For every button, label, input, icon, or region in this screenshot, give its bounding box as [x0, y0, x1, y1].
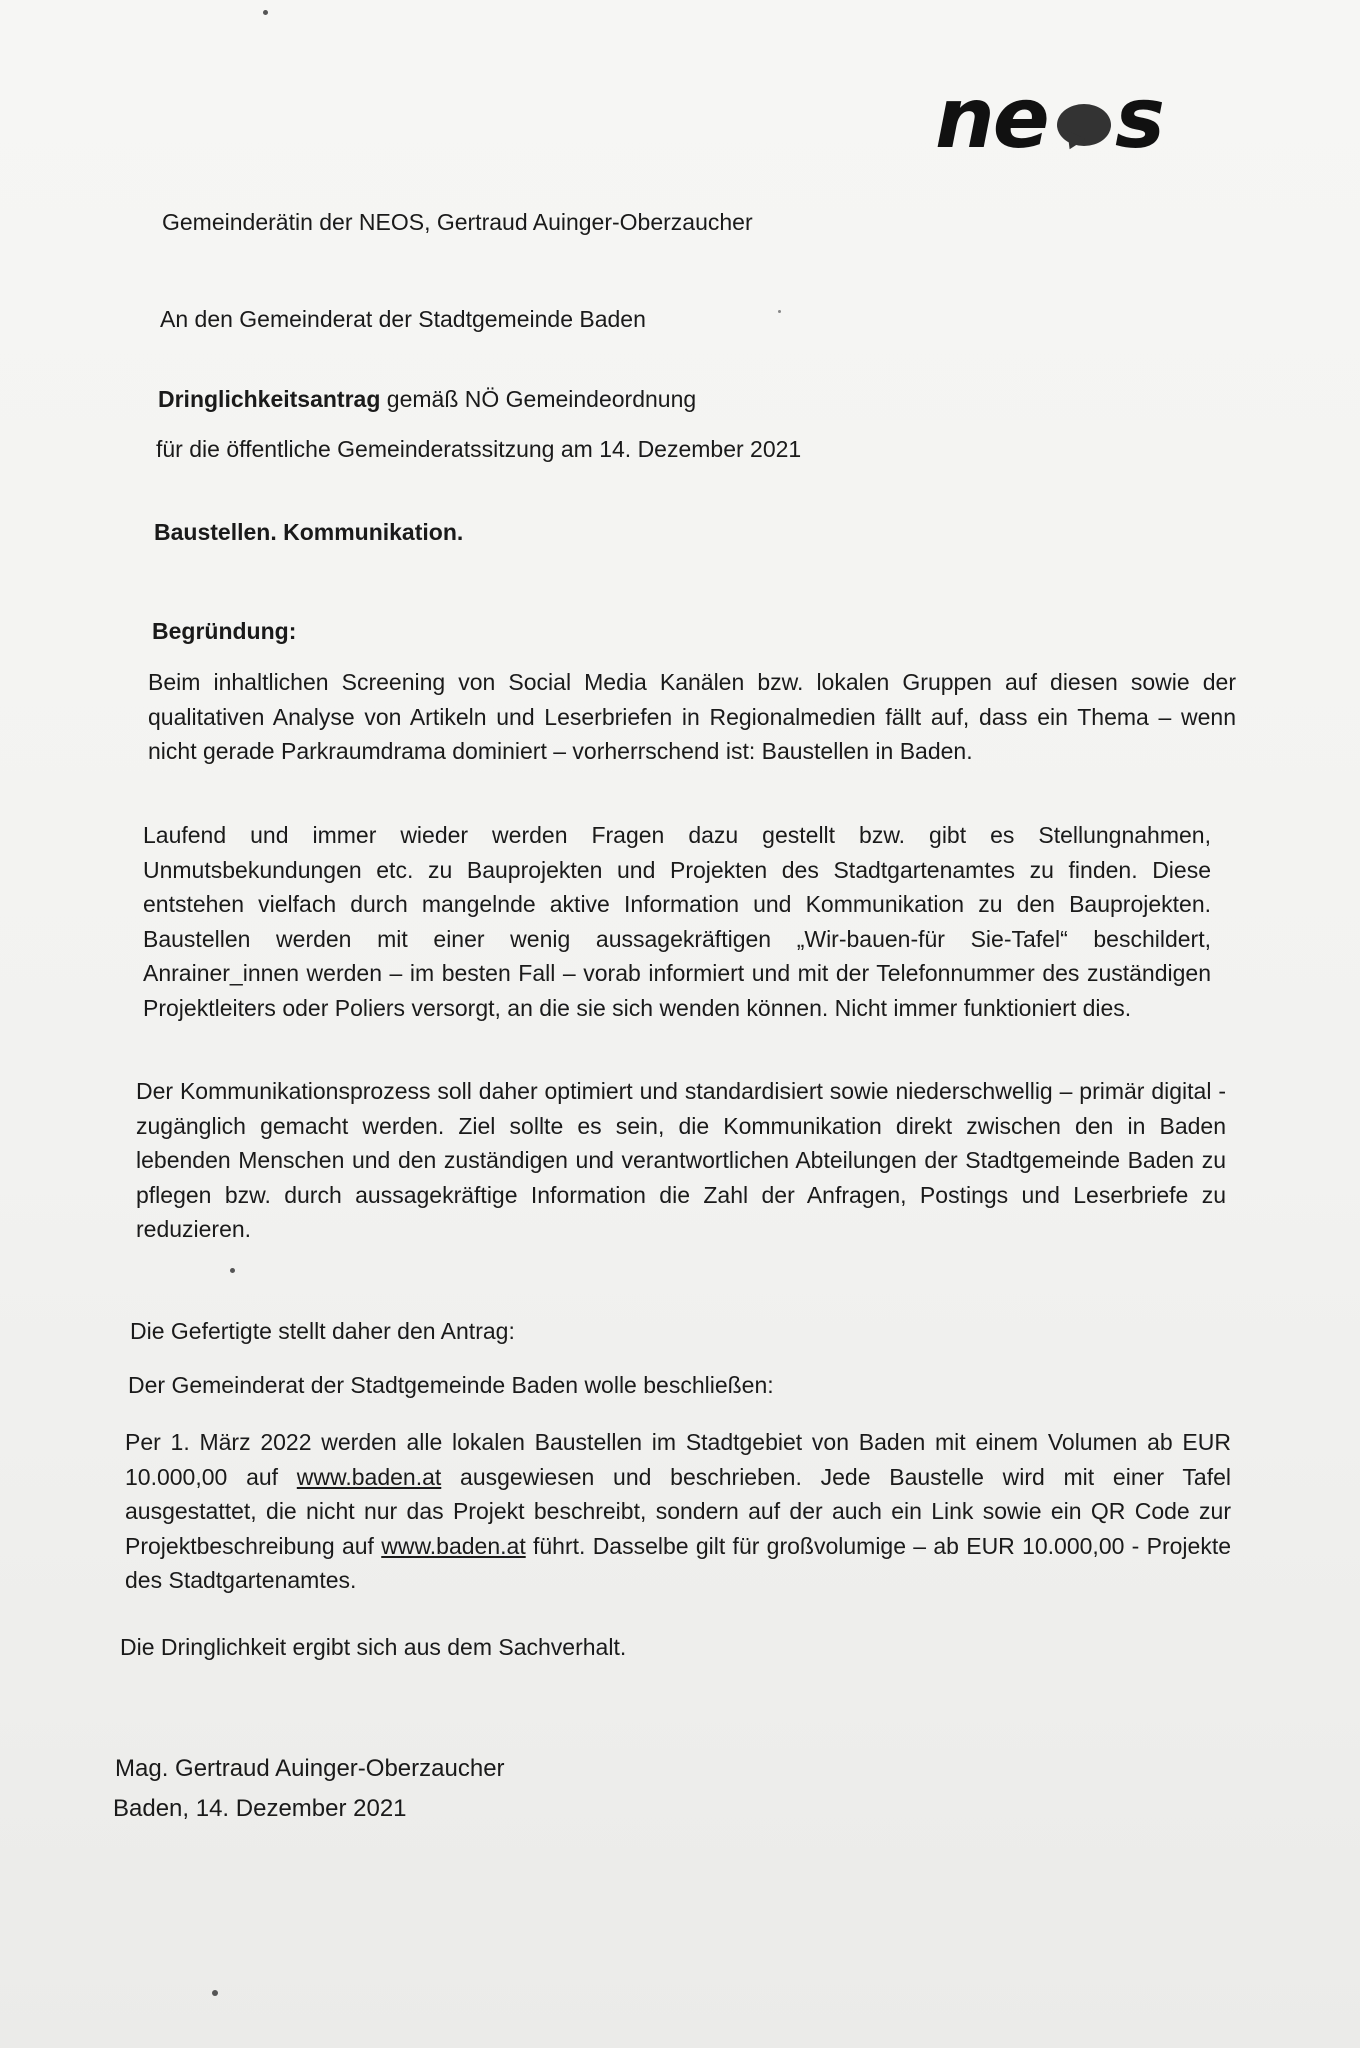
justification-paragraph-1: Beim inhaltlichen Screening von Social Media Kanälen bzw. lokalen Gruppen auf diesen sowie der qualitativen Analyse von Artikeln und Leserbriefen in Regionalmedien fällt auf, dass ein Thema – wenn nicht gerade Parkraumdrama dominiert – vorherrschend ist: Baustellen in Baden.: [148, 669, 1236, 764]
speech-bubble-icon: [1057, 104, 1111, 146]
motion-body: [125, 1425, 1231, 1598]
paper-speck: [230, 1268, 235, 1273]
recipient-line: An den Gemeinderat der Stadtgemeinde Baden: [160, 306, 646, 332]
signature-name: Mag. Gertraud Auinger-Oberzaucher: [115, 1755, 505, 1782]
paper-speck: [778, 310, 781, 313]
motion-intro: Die Gefertigte stellt daher den Antrag:: [130, 1318, 515, 1344]
motion-type-rest: gemäß NÖ Gemeindeordnung: [380, 386, 697, 412]
baden-link-2[interactable]: www.baden.at: [381, 1532, 526, 1559]
motion-type-line: [158, 382, 696, 416]
motion-title: Baustellen. Kommunikation.: [154, 519, 464, 545]
author-line: Gemeinderätin der NEOS, Gertraud Auinger-Oberzaucher: [162, 209, 753, 235]
justification-paragraph-3: Der Kommunikationsprozess soll daher optimiert und standardisiert sowie niederschwellig – primär digital - zugänglich gemacht werden. Ziel sollte es sein, die Kommunikation direkt zwischen den in Baden lebenden Menschen und den zuständigen und verantwortlichen Abteilungen der Stadtgemeinde Baden zu pflegen bzw. durch aussagekräftige Information die Zahl der Anfragen, Postings und Leserbriefe zu reduzieren.: [136, 1078, 1226, 1242]
motion-resolve: Der Gemeinderat der Stadtgemeinde Baden wolle beschließen:: [128, 1372, 774, 1398]
motion-body-b: ausgewiesen und beschrieben. Jede Baustelle wird mit einer Tafel ausgestattet, die nicht nur das Projekt beschreibt, sondern auf der auch ein Link sowie ein QR Code zur Projektbeschreibung auf: [125, 1463, 1231, 1559]
baden-link-1[interactable]: www.baden.at: [296, 1463, 442, 1490]
logo-text-ne: ne: [935, 69, 1048, 167]
justification-paragraph-2: Laufend und immer wieder werden Fragen dazu gestellt bzw. gibt es Stellungnahmen, Unmutsbekundungen etc. zu Bauprojekten und Projekten des Stadtgartenamtes zu finden. Diese entstehen vielfach durch mangelnde aktive Information und Kommunikation zu den Bauprojekten. Baustellen werden mit einer wenig aussagekräftigen „Wir-bauen-für Sie-Tafel“ beschildert, Anrainer_innen werden – im besten Fall – vorab informiert und mit der Telefonnummer des zuständigen Projektleiters oder Poliers versorgt, an die sie sich wenden können. Nicht immer funktioniert dies.: [143, 822, 1211, 1021]
signature-place-date: Baden, 14. Dezember 2021: [113, 1795, 407, 1822]
session-line: für die öffentliche Gemeinderatssitzung am 14. Dezember 2021: [156, 436, 802, 462]
paper-speck: [212, 1990, 218, 1996]
justification-heading: Begründung:: [152, 618, 297, 644]
neos-logo: [935, 69, 1185, 167]
paper-speck: [263, 10, 268, 15]
logo-text-s: s: [1115, 69, 1163, 167]
motion-type-bold: Dringlichkeitsantrag: [158, 386, 381, 412]
motion-body-a: Per 1. März 2022 werden alle lokalen Baustellen im Stadtgebiet von Baden mit einem Volumen ab EUR 10.000,00 auf: [125, 1429, 1231, 1490]
urgency-line: Die Dringlichkeit ergibt sich aus dem Sachverhalt.: [120, 1634, 627, 1660]
motion-body-c: führt. Dasselbe gilt für großvolumige – ab EUR 10.000,00 - Projekte des Stadtgartenamtes.: [125, 1532, 1232, 1593]
